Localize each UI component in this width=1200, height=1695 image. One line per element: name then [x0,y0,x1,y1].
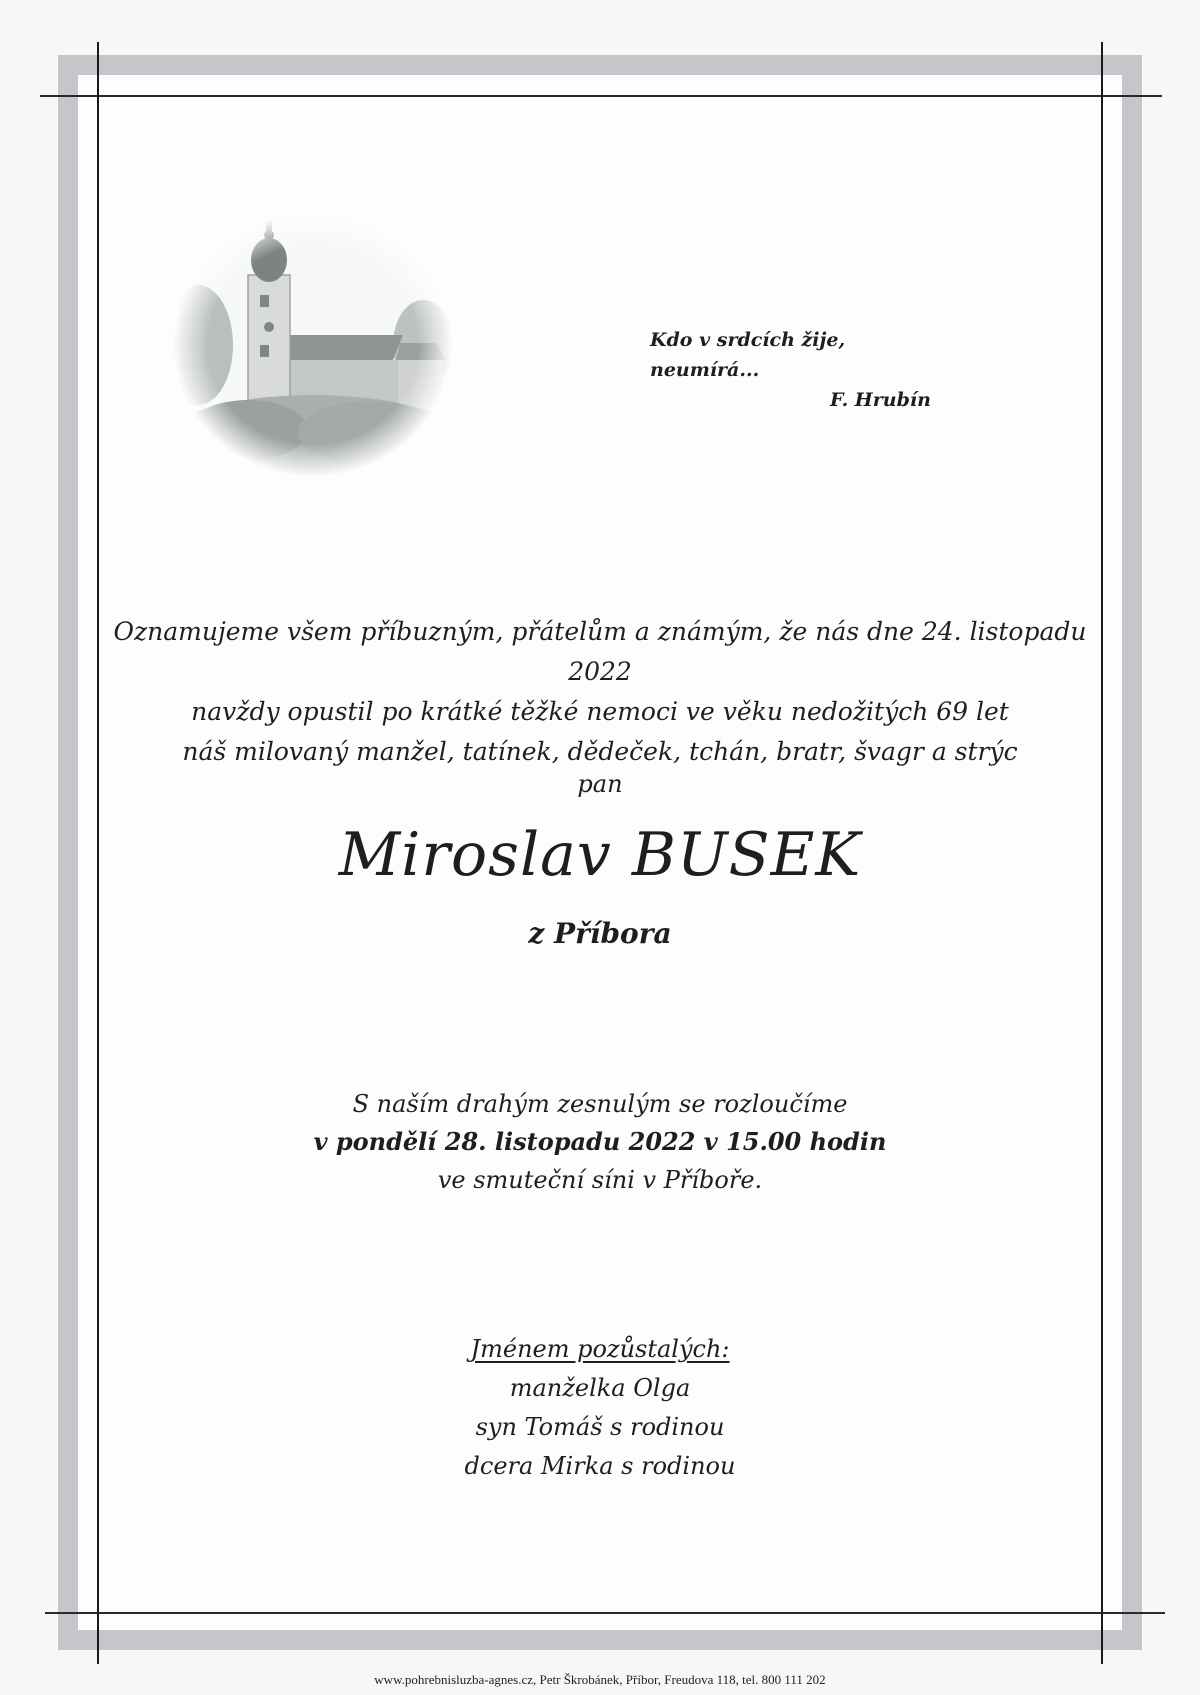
bottom-rule [45,1612,1165,1614]
left-rule [97,42,99,1664]
epigraph [650,325,950,415]
survivor-item: syn Tomáš s rodinou [475,1413,725,1441]
survivors-heading: Jménem pozůstalých: [470,1335,730,1363]
deceased-origin: z Příbora [528,917,672,950]
announcement-line: náš milovaný manžel, tatínek, dědeček, tchán, bratr, švagr a strýc [182,737,1018,766]
funeral-datetime: v pondělí 28. listopadu 2022 v 15.00 hodin [313,1127,887,1156]
funeral-info [100,1085,1100,1199]
right-rule [1101,42,1103,1664]
announcement-line: Oznamujeme všem příbuzným, přátelům a známým, že nás dne 24. listopadu 2022 [113,617,1087,686]
funeral-place: ve smuteční síni v Příboře. [437,1166,763,1194]
top-rule [40,95,1162,97]
survivor-item: dcera Mirka s rodinou [464,1452,736,1480]
funeral-line: S naším drahým zesnulým se rozloučíme [352,1090,848,1118]
epigraph-author: F. Hrubín [830,389,931,411]
survivor-item: manželka Olga [509,1374,691,1402]
survivors [100,1330,1100,1486]
deceased-name: Miroslav BUSEK [338,820,862,890]
church-vignette-image [168,195,458,480]
announcement-line: navždy opustil po krátké těžké nemoci ve věku nedožitých 69 let [191,697,1009,726]
honorific: pan [577,770,623,798]
funeral-service-footer: www.pohrebnisluzba-agnes.cz, Petr Škrobánek, Příbor, Freudova 118, tel. 800 111 202 [374,1672,826,1687]
epigraph-text: Kdo v srdcích žije, neumírá... [650,329,846,381]
announcement [100,612,1100,772]
